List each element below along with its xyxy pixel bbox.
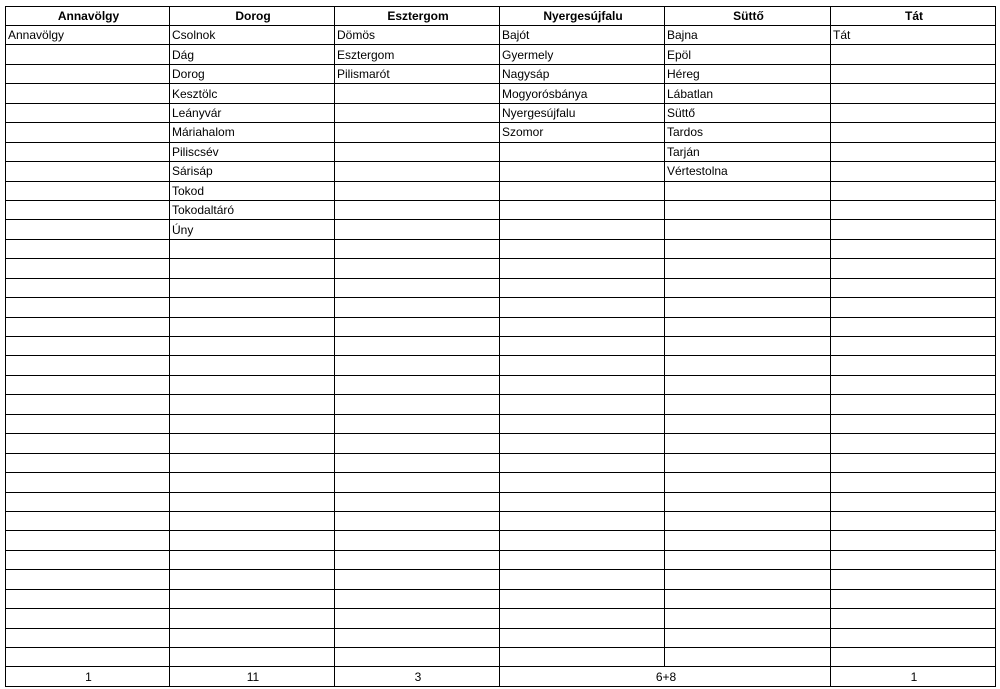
cell-esztergom[interactable] (335, 473, 500, 492)
cell-dorog[interactable] (170, 317, 335, 336)
cell-sutto[interactable] (665, 531, 831, 550)
cell-tat[interactable] (831, 298, 996, 317)
cell-tat[interactable] (831, 511, 996, 530)
table-row (6, 298, 996, 317)
cell-sutto[interactable]: Vértestolna (665, 162, 831, 181)
cell-esztergom[interactable] (335, 181, 500, 200)
cell-sutto[interactable]: Bajna (665, 26, 831, 45)
cell-dorog[interactable] (170, 434, 335, 453)
cell-annavolgy[interactable] (6, 589, 170, 608)
cell-tat[interactable] (831, 64, 996, 83)
settlements-table (5, 6, 996, 687)
cell-sutto[interactable] (665, 453, 831, 472)
cell-annavolgy[interactable] (6, 259, 170, 278)
cell-tat[interactable] (831, 473, 996, 492)
cell-dorog[interactable] (170, 473, 335, 492)
table-row (6, 648, 996, 667)
table-row (6, 162, 996, 181)
cell-dorog[interactable]: Tokodaltáró (170, 200, 335, 219)
cell-nyergesujfalu[interactable] (500, 337, 665, 356)
cell-sutto[interactable] (665, 395, 831, 414)
cell-sutto[interactable] (665, 434, 831, 453)
cell-annavolgy[interactable] (6, 200, 170, 219)
cell-annavolgy[interactable] (6, 414, 170, 433)
cell-tat[interactable] (831, 200, 996, 219)
table-row (6, 84, 996, 103)
cell-nyergesujfalu[interactable] (500, 609, 665, 628)
cell-dorog[interactable] (170, 492, 335, 511)
cell-sutto[interactable] (665, 492, 831, 511)
cell-dorog[interactable] (170, 395, 335, 414)
cell-nyergesujfalu[interactable]: Nagysáp (500, 64, 665, 83)
cell-sutto[interactable] (665, 239, 831, 258)
cell-tat[interactable] (831, 589, 996, 608)
cell-annavolgy[interactable] (6, 317, 170, 336)
cell-annavolgy[interactable] (6, 453, 170, 472)
cell-annavolgy[interactable] (6, 298, 170, 317)
cell-esztergom[interactable] (335, 589, 500, 608)
cell-annavolgy[interactable] (6, 511, 170, 530)
table-row (6, 609, 996, 628)
cell-annavolgy[interactable] (6, 84, 170, 103)
cell-esztergom[interactable] (335, 434, 500, 453)
cell-sutto[interactable] (665, 298, 831, 317)
cell-esztergom[interactable] (335, 200, 500, 219)
cell-dorog[interactable]: Máriahalom (170, 123, 335, 142)
table-row (6, 356, 996, 375)
column-header-sutto[interactable]: Süttő (665, 7, 831, 26)
cell-sutto[interactable] (665, 259, 831, 278)
cell-sutto[interactable] (665, 648, 831, 667)
cell-sutto[interactable] (665, 570, 831, 589)
cell-annavolgy[interactable] (6, 337, 170, 356)
cell-tat[interactable] (831, 395, 996, 414)
cell-esztergom[interactable] (335, 317, 500, 336)
table-row (6, 239, 996, 258)
cell-annavolgy[interactable] (6, 609, 170, 628)
cell-sutto[interactable] (665, 628, 831, 647)
table-row (6, 337, 996, 356)
cell-annavolgy[interactable] (6, 434, 170, 453)
cell-nyergesujfalu[interactable] (500, 239, 665, 258)
cell-dorog[interactable]: Sárisáp (170, 162, 335, 181)
cell-tat[interactable] (831, 259, 996, 278)
cell-dorog[interactable] (170, 375, 335, 394)
cell-annavolgy[interactable] (6, 142, 170, 161)
cell-annavolgy[interactable] (6, 181, 170, 200)
cell-tat[interactable] (831, 181, 996, 200)
cell-esztergom[interactable] (335, 648, 500, 667)
cell-tat[interactable] (831, 628, 996, 647)
cell-esztergom[interactable] (335, 239, 500, 258)
cell-nyergesujfalu[interactable] (500, 414, 665, 433)
cell-nyergesujfalu[interactable]: Mogyorósbánya (500, 84, 665, 103)
cell-sutto[interactable]: Süttő (665, 103, 831, 122)
cell-nyergesujfalu[interactable] (500, 492, 665, 511)
cell-annavolgy[interactable] (6, 550, 170, 569)
cell-sutto[interactable]: Tarján (665, 142, 831, 161)
cell-esztergom[interactable] (335, 259, 500, 278)
cell-esztergom[interactable] (335, 628, 500, 647)
table-row (6, 45, 996, 64)
cell-dorog[interactable] (170, 589, 335, 608)
table-row (6, 473, 996, 492)
cell-tat[interactable] (831, 609, 996, 628)
cell-sutto[interactable] (665, 278, 831, 297)
cell-annavolgy[interactable]: Annavölgy (6, 26, 170, 45)
table-row (6, 103, 996, 122)
cell-nyergesujfalu[interactable] (500, 395, 665, 414)
cell-annavolgy[interactable] (6, 220, 170, 239)
cell-annavolgy[interactable] (6, 239, 170, 258)
cell-esztergom[interactable] (335, 356, 500, 375)
cell-sutto[interactable]: Epöl (665, 45, 831, 64)
cell-annavolgy[interactable] (6, 162, 170, 181)
cell-nyergesujfalu[interactable] (500, 570, 665, 589)
cell-dorog[interactable] (170, 453, 335, 472)
spreadsheet (5, 6, 995, 687)
cell-dorog[interactable]: Csolnok (170, 26, 335, 45)
cell-esztergom[interactable] (335, 531, 500, 550)
column-header-esztergom[interactable]: Esztergom (335, 7, 500, 26)
cell-tat[interactable] (831, 220, 996, 239)
column-header-nyergesujfalu[interactable]: Nyergesújfalu (500, 7, 665, 26)
table-row (6, 123, 996, 142)
cell-dorog[interactable] (170, 298, 335, 317)
cell-esztergom[interactable] (335, 395, 500, 414)
cell-sutto[interactable] (665, 200, 831, 219)
cell-tat[interactable]: Tát (831, 26, 996, 45)
table-row (6, 453, 996, 472)
cell-esztergom[interactable] (335, 414, 500, 433)
cell-nyergesujfalu[interactable] (500, 162, 665, 181)
cell-tat[interactable] (831, 453, 996, 472)
cell-dorog[interactable]: Piliscsév (170, 142, 335, 161)
cell-esztergom[interactable] (335, 220, 500, 239)
table-row (6, 511, 996, 530)
cell-tat[interactable] (831, 103, 996, 122)
cell-nyergesujfalu[interactable] (500, 298, 665, 317)
cell-tat[interactable] (831, 317, 996, 336)
table-row (6, 278, 996, 297)
cell-nyergesujfalu[interactable]: Nyergesújfalu (500, 103, 665, 122)
cell-esztergom[interactable] (335, 453, 500, 472)
cell-sutto[interactable] (665, 589, 831, 608)
cell-dorog[interactable] (170, 337, 335, 356)
cell-nyergesujfalu[interactable] (500, 434, 665, 453)
table-row (6, 64, 996, 83)
cell-nyergesujfalu[interactable] (500, 589, 665, 608)
table-row (6, 434, 996, 453)
cell-dorog[interactable]: Dág (170, 45, 335, 64)
cell-dorog[interactable] (170, 414, 335, 433)
cell-sutto[interactable] (665, 473, 831, 492)
table-row (6, 259, 996, 278)
cell-esztergom[interactable] (335, 298, 500, 317)
cell-annavolgy[interactable] (6, 103, 170, 122)
cell-sutto[interactable] (665, 375, 831, 394)
cell-sutto[interactable] (665, 609, 831, 628)
totals-row (6, 667, 996, 686)
cell-tat[interactable] (831, 648, 996, 667)
cell-tat[interactable] (831, 45, 996, 64)
cell-esztergom[interactable] (335, 278, 500, 297)
cell-nyergesujfalu[interactable] (500, 531, 665, 550)
cell-dorog[interactable]: Úny (170, 220, 335, 239)
cell-esztergom[interactable] (335, 375, 500, 394)
total-dorog[interactable]: 11 (170, 667, 335, 686)
cell-esztergom[interactable] (335, 123, 500, 142)
column-header-dorog[interactable]: Dorog (170, 7, 335, 26)
cell-nyergesujfalu[interactable] (500, 142, 665, 161)
cell-tat[interactable] (831, 356, 996, 375)
cell-nyergesujfalu[interactable] (500, 259, 665, 278)
cell-dorog[interactable] (170, 239, 335, 258)
cell-esztergom[interactable] (335, 84, 500, 103)
cell-annavolgy[interactable] (6, 45, 170, 64)
cell-sutto[interactable] (665, 511, 831, 530)
total-annavolgy[interactable]: 1 (6, 667, 170, 686)
cell-esztergom[interactable] (335, 492, 500, 511)
cell-esztergom[interactable] (335, 550, 500, 569)
cell-sutto[interactable] (665, 414, 831, 433)
cell-dorog[interactable] (170, 628, 335, 647)
cell-annavolgy[interactable] (6, 628, 170, 647)
cell-sutto[interactable]: Tardos (665, 123, 831, 142)
cell-annavolgy[interactable] (6, 570, 170, 589)
cell-dorog[interactable] (170, 648, 335, 667)
cell-annavolgy[interactable] (6, 492, 170, 511)
cell-nyergesujfalu[interactable] (500, 278, 665, 297)
cell-dorog[interactable] (170, 511, 335, 530)
cell-dorog[interactable]: Kesztölc (170, 84, 335, 103)
cell-tat[interactable] (831, 492, 996, 511)
table-row (6, 181, 996, 200)
cell-tat[interactable] (831, 414, 996, 433)
cell-annavolgy[interactable] (6, 395, 170, 414)
cell-nyergesujfalu[interactable] (500, 181, 665, 200)
cell-tat[interactable] (831, 142, 996, 161)
cell-annavolgy[interactable] (6, 278, 170, 297)
cell-tat[interactable] (831, 531, 996, 550)
table-row (6, 220, 996, 239)
cell-dorog[interactable] (170, 609, 335, 628)
cell-dorog[interactable] (170, 259, 335, 278)
cell-annavolgy[interactable] (6, 375, 170, 394)
cell-esztergom[interactable]: Pilismarót (335, 64, 500, 83)
cell-annavolgy[interactable] (6, 356, 170, 375)
cell-esztergom[interactable] (335, 337, 500, 356)
cell-dorog[interactable] (170, 531, 335, 550)
cell-nyergesujfalu[interactable]: Bajót (500, 26, 665, 45)
cell-nyergesujfalu[interactable] (500, 473, 665, 492)
cell-tat[interactable] (831, 337, 996, 356)
cell-dorog[interactable] (170, 570, 335, 589)
cell-dorog[interactable] (170, 550, 335, 569)
cell-nyergesujfalu[interactable] (500, 356, 665, 375)
cell-esztergom[interactable]: Dömös (335, 26, 500, 45)
table-row (6, 200, 996, 219)
cell-sutto[interactable]: Héreg (665, 64, 831, 83)
table-row (6, 492, 996, 511)
cell-nyergesujfalu[interactable] (500, 648, 665, 667)
cell-sutto[interactable] (665, 317, 831, 336)
table-row (6, 628, 996, 647)
column-header-tat[interactable]: Tát (831, 7, 996, 26)
cell-tat[interactable] (831, 434, 996, 453)
cell-tat[interactable] (831, 239, 996, 258)
cell-esztergom[interactable] (335, 609, 500, 628)
total-tat[interactable]: 1 (831, 667, 996, 686)
cell-sutto[interactable] (665, 550, 831, 569)
cell-dorog[interactable]: Tokod (170, 181, 335, 200)
total-nyergesujfalu-sutto[interactable]: 6+8 (500, 667, 831, 686)
table-row (6, 317, 996, 336)
cell-esztergom[interactable] (335, 162, 500, 181)
column-header-annavolgy[interactable]: Annavölgy (6, 7, 170, 26)
total-esztergom[interactable]: 3 (335, 667, 500, 686)
cell-tat[interactable] (831, 123, 996, 142)
cell-dorog[interactable] (170, 356, 335, 375)
cell-tat[interactable] (831, 84, 996, 103)
cell-sutto[interactable] (665, 337, 831, 356)
table-row (6, 26, 996, 45)
cell-annavolgy[interactable] (6, 473, 170, 492)
cell-nyergesujfalu[interactable] (500, 453, 665, 472)
table-row (6, 375, 996, 394)
table-row (6, 550, 996, 569)
cell-tat[interactable] (831, 278, 996, 297)
cell-nyergesujfalu[interactable]: Gyermely (500, 45, 665, 64)
cell-dorog[interactable] (170, 278, 335, 297)
cell-annavolgy[interactable] (6, 64, 170, 83)
table-row (6, 142, 996, 161)
cell-nyergesujfalu[interactable]: Szomor (500, 123, 665, 142)
cell-nyergesujfalu[interactable] (500, 628, 665, 647)
cell-annavolgy[interactable] (6, 123, 170, 142)
cell-nyergesujfalu[interactable] (500, 511, 665, 530)
cell-esztergom[interactable] (335, 142, 500, 161)
cell-esztergom[interactable]: Esztergom (335, 45, 500, 64)
cell-tat[interactable] (831, 570, 996, 589)
cell-nyergesujfalu[interactable] (500, 375, 665, 394)
cell-nyergesujfalu[interactable] (500, 317, 665, 336)
table-row (6, 395, 996, 414)
cell-sutto[interactable] (665, 356, 831, 375)
cell-tat[interactable] (831, 550, 996, 569)
cell-sutto[interactable] (665, 181, 831, 200)
cell-esztergom[interactable] (335, 103, 500, 122)
cell-tat[interactable] (831, 375, 996, 394)
cell-nyergesujfalu[interactable] (500, 200, 665, 219)
cell-annavolgy[interactable] (6, 531, 170, 550)
cell-dorog[interactable]: Leányvár (170, 103, 335, 122)
table-row (6, 531, 996, 550)
table-row (6, 570, 996, 589)
cell-annavolgy[interactable] (6, 648, 170, 667)
cell-sutto[interactable] (665, 220, 831, 239)
table-row (6, 589, 996, 608)
cell-dorog[interactable]: Dorog (170, 64, 335, 83)
header-row (6, 7, 996, 26)
cell-nyergesujfalu[interactable] (500, 220, 665, 239)
cell-esztergom[interactable] (335, 570, 500, 589)
cell-nyergesujfalu[interactable] (500, 550, 665, 569)
cell-tat[interactable] (831, 162, 996, 181)
cell-sutto[interactable]: Lábatlan (665, 84, 831, 103)
cell-esztergom[interactable] (335, 511, 500, 530)
table-row (6, 414, 996, 433)
